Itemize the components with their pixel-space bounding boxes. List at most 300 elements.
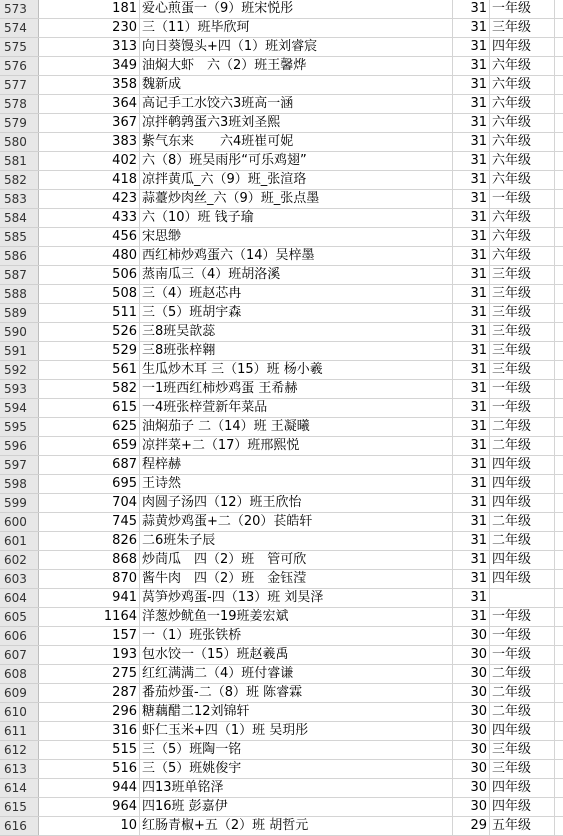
cell-name[interactable]: 蒜薹炒肉丝_六（9）班_张点墨: [140, 190, 453, 209]
row-header[interactable]: 574: [0, 19, 39, 38]
row-header[interactable]: 597: [0, 456, 39, 475]
cell-votes[interactable]: 31: [453, 494, 490, 513]
cell-empty[interactable]: [555, 532, 563, 551]
cell-grade[interactable]: 一年级: [490, 0, 555, 19]
cell-grade[interactable]: 一年级: [490, 380, 555, 399]
table-row[interactable]: [0, 133, 563, 152]
row-header[interactable]: 594: [0, 399, 39, 418]
cell-number[interactable]: 287: [39, 684, 140, 703]
table-row[interactable]: [0, 114, 563, 133]
cell-number[interactable]: 695: [39, 475, 140, 494]
cell-votes[interactable]: 30: [453, 627, 490, 646]
table-row[interactable]: [0, 399, 563, 418]
table-row[interactable]: [0, 228, 563, 247]
table-row[interactable]: [0, 817, 563, 836]
cell-empty[interactable]: [555, 475, 563, 494]
cell-number[interactable]: 506: [39, 266, 140, 285]
cell-empty[interactable]: [555, 570, 563, 589]
cell-name[interactable]: 生瓜炒木耳 三（15）班 杨小羲: [140, 361, 453, 380]
cell-votes[interactable]: 31: [453, 171, 490, 190]
table-row[interactable]: [0, 551, 563, 570]
cell-name[interactable]: 六（10）班 钱子瑜: [140, 209, 453, 228]
cell-empty[interactable]: [555, 798, 563, 817]
row-header[interactable]: 575: [0, 38, 39, 57]
table-row[interactable]: [0, 95, 563, 114]
cell-number[interactable]: 367: [39, 114, 140, 133]
cell-empty[interactable]: [555, 722, 563, 741]
row-header[interactable]: 580: [0, 133, 39, 152]
row-header[interactable]: 578: [0, 95, 39, 114]
cell-grade[interactable]: 四年级: [490, 456, 555, 475]
cell-votes[interactable]: 31: [453, 114, 490, 133]
cell-votes[interactable]: 31: [453, 228, 490, 247]
row-header[interactable]: 611: [0, 722, 39, 741]
cell-grade[interactable]: 三年级: [490, 285, 555, 304]
table-row[interactable]: [0, 741, 563, 760]
row-header[interactable]: 581: [0, 152, 39, 171]
cell-votes[interactable]: 31: [453, 304, 490, 323]
cell-empty[interactable]: [555, 456, 563, 475]
cell-name[interactable]: 凉拌菜+二（17）班邢熙悦: [140, 437, 453, 456]
table-row[interactable]: [0, 532, 563, 551]
row-header[interactable]: 592: [0, 361, 39, 380]
cell-name[interactable]: 宋思缈: [140, 228, 453, 247]
cell-number[interactable]: 659: [39, 437, 140, 456]
table-row[interactable]: [0, 722, 563, 741]
cell-empty[interactable]: [555, 190, 563, 209]
cell-grade[interactable]: 六年级: [490, 247, 555, 266]
cell-votes[interactable]: 30: [453, 760, 490, 779]
cell-votes[interactable]: 31: [453, 57, 490, 76]
cell-grade[interactable]: 四年级: [490, 798, 555, 817]
cell-empty[interactable]: [555, 0, 563, 19]
cell-name[interactable]: 四13班单铭泽: [140, 779, 453, 798]
table-row[interactable]: [0, 494, 563, 513]
cell-number[interactable]: 868: [39, 551, 140, 570]
cell-votes[interactable]: 31: [453, 418, 490, 437]
cell-number[interactable]: 625: [39, 418, 140, 437]
row-header[interactable]: 591: [0, 342, 39, 361]
table-row[interactable]: [0, 361, 563, 380]
cell-name[interactable]: 红肠青椒+五（2）班 胡哲元: [140, 817, 453, 836]
cell-name[interactable]: 一4班张梓萱新年菜品: [140, 399, 453, 418]
cell-votes[interactable]: 31: [453, 513, 490, 532]
cell-grade[interactable]: 一年级: [490, 646, 555, 665]
table-row[interactable]: [0, 0, 563, 19]
cell-name[interactable]: 三（11）班毕欣珂: [140, 19, 453, 38]
cell-votes[interactable]: 31: [453, 361, 490, 380]
cell-name[interactable]: 高记手工水饺六3班高一涵: [140, 95, 453, 114]
cell-empty[interactable]: [555, 57, 563, 76]
table-row[interactable]: [0, 38, 563, 57]
cell-number[interactable]: 944: [39, 779, 140, 798]
cell-votes[interactable]: 31: [453, 570, 490, 589]
cell-votes[interactable]: 31: [453, 38, 490, 57]
cell-number[interactable]: 526: [39, 323, 140, 342]
row-header[interactable]: 613: [0, 760, 39, 779]
cell-number[interactable]: 826: [39, 532, 140, 551]
cell-number[interactable]: 511: [39, 304, 140, 323]
cell-votes[interactable]: 30: [453, 741, 490, 760]
cell-grade[interactable]: 一年级: [490, 627, 555, 646]
row-header[interactable]: 601: [0, 532, 39, 551]
table-row[interactable]: [0, 380, 563, 399]
cell-votes[interactable]: 31: [453, 266, 490, 285]
cell-number[interactable]: 561: [39, 361, 140, 380]
row-header[interactable]: 577: [0, 76, 39, 95]
cell-name[interactable]: 肉圆子汤四（12）班王欣怡: [140, 494, 453, 513]
table-row[interactable]: [0, 57, 563, 76]
cell-empty[interactable]: [555, 665, 563, 684]
cell-empty[interactable]: [555, 361, 563, 380]
cell-votes[interactable]: 31: [453, 456, 490, 475]
cell-empty[interactable]: [555, 342, 563, 361]
cell-number[interactable]: 480: [39, 247, 140, 266]
cell-empty[interactable]: [555, 171, 563, 190]
cell-votes[interactable]: 31: [453, 19, 490, 38]
cell-name[interactable]: 油焖茄子 二（14）班 王凝曦: [140, 418, 453, 437]
cell-grade[interactable]: [490, 589, 555, 608]
cell-empty[interactable]: [555, 209, 563, 228]
cell-number[interactable]: 157: [39, 627, 140, 646]
cell-votes[interactable]: 30: [453, 703, 490, 722]
row-header[interactable]: 599: [0, 494, 39, 513]
cell-number[interactable]: 704: [39, 494, 140, 513]
cell-empty[interactable]: [555, 779, 563, 798]
row-header[interactable]: 614: [0, 779, 39, 798]
cell-empty[interactable]: [555, 304, 563, 323]
cell-number[interactable]: 181: [39, 0, 140, 19]
cell-empty[interactable]: [555, 133, 563, 152]
cell-votes[interactable]: 30: [453, 684, 490, 703]
cell-empty[interactable]: [555, 627, 563, 646]
row-header[interactable]: 602: [0, 551, 39, 570]
row-header[interactable]: 607: [0, 646, 39, 665]
cell-number[interactable]: 529: [39, 342, 140, 361]
table-row[interactable]: [0, 684, 563, 703]
table-row[interactable]: [0, 304, 563, 323]
row-header[interactable]: 587: [0, 266, 39, 285]
cell-votes[interactable]: 31: [453, 152, 490, 171]
cell-number[interactable]: 615: [39, 399, 140, 418]
cell-name[interactable]: 紫气东来 六4班崔可妮: [140, 133, 453, 152]
cell-grade[interactable]: 六年级: [490, 171, 555, 190]
cell-number[interactable]: 383: [39, 133, 140, 152]
cell-grade[interactable]: 三年级: [490, 323, 555, 342]
row-header[interactable]: 610: [0, 703, 39, 722]
cell-votes[interactable]: 31: [453, 608, 490, 627]
table-row[interactable]: [0, 608, 563, 627]
cell-grade[interactable]: 四年级: [490, 551, 555, 570]
cell-number[interactable]: 364: [39, 95, 140, 114]
cell-number[interactable]: 870: [39, 570, 140, 589]
row-header[interactable]: 603: [0, 570, 39, 589]
row-header[interactable]: 588: [0, 285, 39, 304]
cell-name[interactable]: 程梓赫: [140, 456, 453, 475]
cell-empty[interactable]: [555, 494, 563, 513]
cell-number[interactable]: 296: [39, 703, 140, 722]
cell-votes[interactable]: 30: [453, 722, 490, 741]
cell-name[interactable]: 爱心煎蛋一（9）班宋悦彤: [140, 0, 453, 19]
cell-empty[interactable]: [555, 228, 563, 247]
row-header[interactable]: 579: [0, 114, 39, 133]
cell-number[interactable]: 456: [39, 228, 140, 247]
cell-empty[interactable]: [555, 741, 563, 760]
cell-number[interactable]: 313: [39, 38, 140, 57]
cell-votes[interactable]: 29: [453, 817, 490, 836]
table-row[interactable]: [0, 418, 563, 437]
cell-number[interactable]: 316: [39, 722, 140, 741]
table-row[interactable]: [0, 285, 563, 304]
cell-number[interactable]: 402: [39, 152, 140, 171]
cell-name[interactable]: 四16班 彭嘉伊: [140, 798, 453, 817]
cell-votes[interactable]: 30: [453, 779, 490, 798]
cell-empty[interactable]: [555, 285, 563, 304]
cell-name[interactable]: 二6班朱子辰: [140, 532, 453, 551]
cell-grade[interactable]: 四年级: [490, 38, 555, 57]
table-row[interactable]: [0, 76, 563, 95]
cell-grade[interactable]: 四年级: [490, 779, 555, 798]
cell-empty[interactable]: [555, 152, 563, 171]
cell-number[interactable]: 1164: [39, 608, 140, 627]
table-row[interactable]: [0, 209, 563, 228]
cell-empty[interactable]: [555, 95, 563, 114]
cell-name[interactable]: 三8班张梓翱: [140, 342, 453, 361]
cell-name[interactable]: 莴笋炒鸡蛋-四（13）班 刘昊泽: [140, 589, 453, 608]
table-row[interactable]: [0, 171, 563, 190]
table-row[interactable]: [0, 437, 563, 456]
row-header[interactable]: 600: [0, 513, 39, 532]
cell-name[interactable]: 番茄炒蛋-二（8）班 陈睿霖: [140, 684, 453, 703]
cell-empty[interactable]: [555, 817, 563, 836]
cell-number[interactable]: 418: [39, 171, 140, 190]
row-header[interactable]: 586: [0, 247, 39, 266]
cell-name[interactable]: 三（4）班赵芯冉: [140, 285, 453, 304]
cell-empty[interactable]: [555, 551, 563, 570]
cell-grade[interactable]: 二年级: [490, 684, 555, 703]
row-header[interactable]: 584: [0, 209, 39, 228]
cell-votes[interactable]: 31: [453, 285, 490, 304]
row-header[interactable]: 595: [0, 418, 39, 437]
table-row[interactable]: [0, 152, 563, 171]
cell-grade[interactable]: 三年级: [490, 304, 555, 323]
cell-votes[interactable]: 30: [453, 798, 490, 817]
row-header[interactable]: 582: [0, 171, 39, 190]
cell-grade[interactable]: 六年级: [490, 57, 555, 76]
cell-name[interactable]: 一1班西红柿炒鸡蛋 王希赫: [140, 380, 453, 399]
cell-name[interactable]: 一（1）班张铁桥: [140, 627, 453, 646]
cell-grade[interactable]: 一年级: [490, 608, 555, 627]
cell-grade[interactable]: 六年级: [490, 209, 555, 228]
row-header[interactable]: 583: [0, 190, 39, 209]
cell-votes[interactable]: 31: [453, 380, 490, 399]
cell-grade[interactable]: 二年级: [490, 703, 555, 722]
row-header[interactable]: 576: [0, 57, 39, 76]
cell-empty[interactable]: [555, 380, 563, 399]
cell-name[interactable]: 酱牛肉 四（2）班 金钰滢: [140, 570, 453, 589]
cell-grade[interactable]: 三年级: [490, 342, 555, 361]
cell-empty[interactable]: [555, 19, 563, 38]
cell-number[interactable]: 508: [39, 285, 140, 304]
cell-votes[interactable]: 31: [453, 209, 490, 228]
cell-name[interactable]: 虾仁玉米+四（1）班 吴玥彤: [140, 722, 453, 741]
cell-number[interactable]: 582: [39, 380, 140, 399]
cell-grade[interactable]: 三年级: [490, 361, 555, 380]
cell-grade[interactable]: 一年级: [490, 399, 555, 418]
cell-grade[interactable]: 四年级: [490, 475, 555, 494]
table-row[interactable]: [0, 323, 563, 342]
cell-grade[interactable]: 四年级: [490, 722, 555, 741]
row-header[interactable]: 604: [0, 589, 39, 608]
table-row[interactable]: [0, 665, 563, 684]
table-row[interactable]: [0, 779, 563, 798]
cell-number[interactable]: 193: [39, 646, 140, 665]
cell-grade[interactable]: 六年级: [490, 152, 555, 171]
cell-name[interactable]: 蒸南瓜三（4）班胡洛溪: [140, 266, 453, 285]
table-row[interactable]: [0, 703, 563, 722]
cell-name[interactable]: 蒜黄炒鸡蛋+二（20）苌皓轩: [140, 513, 453, 532]
cell-grade[interactable]: 三年级: [490, 741, 555, 760]
cell-name[interactable]: 炒茼瓜 四（2）班 管可欣: [140, 551, 453, 570]
cell-number[interactable]: 516: [39, 760, 140, 779]
cell-empty[interactable]: [555, 38, 563, 57]
cell-number[interactable]: 423: [39, 190, 140, 209]
cell-number[interactable]: 433: [39, 209, 140, 228]
cell-votes[interactable]: 31: [453, 133, 490, 152]
cell-name[interactable]: 红红满满二（4）班付睿谦: [140, 665, 453, 684]
cell-number[interactable]: 964: [39, 798, 140, 817]
cell-votes[interactable]: 31: [453, 323, 490, 342]
table-row[interactable]: [0, 627, 563, 646]
cell-number[interactable]: 745: [39, 513, 140, 532]
cell-votes[interactable]: 31: [453, 342, 490, 361]
cell-name[interactable]: 糖藕醋二12刘锦轩: [140, 703, 453, 722]
cell-number[interactable]: 941: [39, 589, 140, 608]
cell-name[interactable]: 油焖大虾 六（2）班王馨烨: [140, 57, 453, 76]
cell-grade[interactable]: 六年级: [490, 114, 555, 133]
cell-grade[interactable]: 二年级: [490, 437, 555, 456]
row-header[interactable]: 615: [0, 798, 39, 817]
table-row[interactable]: [0, 475, 563, 494]
table-row[interactable]: [0, 760, 563, 779]
cell-empty[interactable]: [555, 76, 563, 95]
cell-grade[interactable]: 二年级: [490, 513, 555, 532]
table-row[interactable]: [0, 190, 563, 209]
cell-name[interactable]: 三8班吴歆蕊: [140, 323, 453, 342]
cell-empty[interactable]: [555, 646, 563, 665]
cell-votes[interactable]: 31: [453, 551, 490, 570]
cell-name[interactable]: 洋葱炒鱿鱼一19班姜宏斌: [140, 608, 453, 627]
cell-name[interactable]: 王诗然: [140, 475, 453, 494]
cell-name[interactable]: 凉拌黄瓜_六（9）班_张渲珞: [140, 171, 453, 190]
cell-number[interactable]: 515: [39, 741, 140, 760]
cell-empty[interactable]: [555, 266, 563, 285]
cell-name[interactable]: 六（8）班吴雨彤“可乐鸡翅”: [140, 152, 453, 171]
row-header[interactable]: 606: [0, 627, 39, 646]
cell-empty[interactable]: [555, 589, 563, 608]
row-header[interactable]: 596: [0, 437, 39, 456]
cell-empty[interactable]: [555, 513, 563, 532]
row-header[interactable]: 605: [0, 608, 39, 627]
cell-votes[interactable]: 31: [453, 95, 490, 114]
row-header[interactable]: 593: [0, 380, 39, 399]
cell-grade[interactable]: 四年级: [490, 494, 555, 513]
cell-votes[interactable]: 31: [453, 76, 490, 95]
cell-name[interactable]: 包水饺一（15）班赵羲禹: [140, 646, 453, 665]
cell-grade[interactable]: 三年级: [490, 760, 555, 779]
cell-votes[interactable]: 31: [453, 0, 490, 19]
table-row[interactable]: [0, 513, 563, 532]
cell-votes[interactable]: 31: [453, 247, 490, 266]
cell-empty[interactable]: [555, 760, 563, 779]
cell-empty[interactable]: [555, 323, 563, 342]
table-row[interactable]: [0, 646, 563, 665]
cell-name[interactable]: 向日葵馒头+四（1）班刘睿宸: [140, 38, 453, 57]
cell-grade[interactable]: 二年级: [490, 418, 555, 437]
cell-grade[interactable]: 六年级: [490, 133, 555, 152]
cell-name[interactable]: 西红柿炒鸡蛋六（14）吴梓墨: [140, 247, 453, 266]
cell-number[interactable]: 349: [39, 57, 140, 76]
cell-empty[interactable]: [555, 703, 563, 722]
cell-grade[interactable]: 三年级: [490, 19, 555, 38]
row-header[interactable]: 598: [0, 475, 39, 494]
cell-grade[interactable]: 六年级: [490, 95, 555, 114]
cell-empty[interactable]: [555, 437, 563, 456]
row-header[interactable]: 590: [0, 323, 39, 342]
cell-empty[interactable]: [555, 418, 563, 437]
cell-grade[interactable]: 二年级: [490, 532, 555, 551]
cell-name[interactable]: 魏新成: [140, 76, 453, 95]
cell-number[interactable]: 275: [39, 665, 140, 684]
cell-empty[interactable]: [555, 684, 563, 703]
table-row[interactable]: [0, 589, 563, 608]
cell-grade[interactable]: 三年级: [490, 266, 555, 285]
row-header[interactable]: 612: [0, 741, 39, 760]
row-header[interactable]: 608: [0, 665, 39, 684]
table-row[interactable]: [0, 266, 563, 285]
cell-name[interactable]: 凉拌鹌鹑蛋六3班刘圣熙: [140, 114, 453, 133]
table-row[interactable]: [0, 19, 563, 38]
cell-empty[interactable]: [555, 247, 563, 266]
row-header[interactable]: 573: [0, 0, 39, 19]
cell-empty[interactable]: [555, 608, 563, 627]
cell-name[interactable]: 三（5）班陶一铭: [140, 741, 453, 760]
cell-votes[interactable]: 31: [453, 475, 490, 494]
cell-votes[interactable]: 31: [453, 532, 490, 551]
cell-votes[interactable]: 31: [453, 589, 490, 608]
cell-grade[interactable]: 四年级: [490, 570, 555, 589]
cell-empty[interactable]: [555, 399, 563, 418]
cell-name[interactable]: 三（5）班胡宇森: [140, 304, 453, 323]
table-row[interactable]: [0, 798, 563, 817]
table-row[interactable]: [0, 342, 563, 361]
cell-empty[interactable]: [555, 114, 563, 133]
cell-grade[interactable]: 一年级: [490, 190, 555, 209]
cell-grade[interactable]: 五年级: [490, 817, 555, 836]
cell-votes[interactable]: 31: [453, 437, 490, 456]
table-row[interactable]: [0, 570, 563, 589]
cell-number[interactable]: 687: [39, 456, 140, 475]
row-header[interactable]: 609: [0, 684, 39, 703]
cell-number[interactable]: 230: [39, 19, 140, 38]
cell-votes[interactable]: 30: [453, 646, 490, 665]
table-row[interactable]: [0, 456, 563, 475]
table-row[interactable]: [0, 247, 563, 266]
cell-grade[interactable]: 二年级: [490, 665, 555, 684]
cell-grade[interactable]: 六年级: [490, 76, 555, 95]
row-header[interactable]: 616: [0, 817, 39, 836]
cell-votes[interactable]: 30: [453, 665, 490, 684]
